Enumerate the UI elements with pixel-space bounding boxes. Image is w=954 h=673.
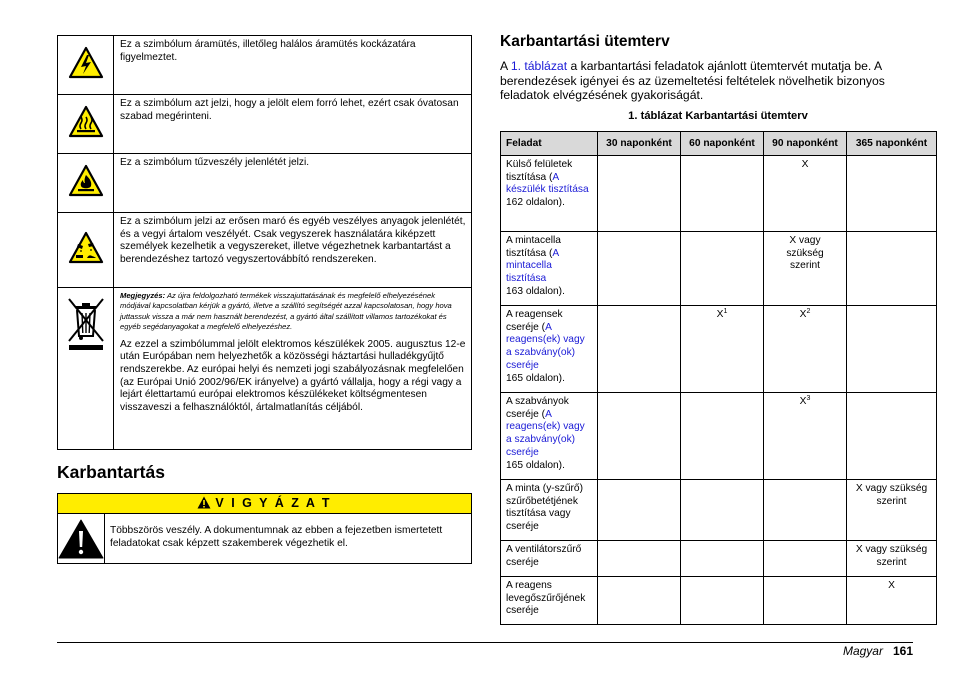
symbol-cell: [58, 154, 114, 213]
interval-60-cell: [681, 541, 764, 577]
symbol-cell: [58, 36, 114, 95]
task-link[interactable]: A készülék tisztítása: [506, 171, 589, 196]
symbol-row: [58, 95, 472, 154]
task-text: Külső felületek tisztítása (: [506, 159, 573, 183]
symbols-table: [57, 35, 472, 450]
interval-365-cell: X vagy szükség szerint: [847, 480, 937, 541]
task-cell: [501, 232, 598, 306]
mark-x: X: [799, 396, 807, 407]
interval-30-cell: [598, 156, 681, 232]
interval-365-cell: [847, 156, 937, 232]
interval-60-cell: [681, 480, 764, 541]
task-cell: A reagens levegőszűrőjének cseréje: [501, 577, 598, 625]
mark-x: X: [799, 309, 807, 320]
symbol-description: Ez a szimbólum azt jelzi, hogy a jelölt elem forró lehet, ezért csak óvatosan szabad megérinteni.: [114, 95, 472, 154]
table-row: [501, 393, 937, 480]
table-1-link[interactable]: 1. táblázat: [510, 59, 568, 73]
table-row: [501, 306, 937, 393]
warning-text: Többszörös veszély. A dokumentumnak az ebben a fejezetben ismertetett feladatokat csak képzett szakemberek végezhetik el.: [110, 525, 443, 549]
symbol-cell: [58, 288, 114, 450]
task-text: A reagensek cseréje (: [506, 309, 563, 333]
task-page-ref: 163 oldalon).: [506, 285, 565, 297]
task-cell: A ventilátorszűrő cseréje: [501, 541, 598, 577]
table-header-row: [501, 132, 937, 156]
warning-small-icon: [197, 496, 211, 509]
symbol-description: Ez a szimbólum áramütés, illetőleg halálos áramütés kockázatára figyelmeztet.: [114, 36, 472, 95]
symbol-cell: [58, 95, 114, 154]
column-header-90: 90 naponként: [764, 132, 847, 156]
interval-30-cell: [598, 393, 681, 480]
symbol-description: Ez a szimbólum tűzveszély jelenlétét jelzi.: [114, 154, 472, 213]
symbol-row: [58, 36, 472, 95]
maintenance-heading: Karbantartás: [57, 462, 165, 482]
hot-surface-icon: [68, 105, 104, 139]
symbol-row: [58, 213, 472, 288]
interval-30-cell: [598, 480, 681, 541]
table-row: [501, 156, 937, 232]
interval-90-cell: X: [764, 156, 847, 232]
interval-90-cell: [764, 393, 847, 480]
schedule-intro: [500, 59, 912, 103]
task-page-ref: 165 oldalon).: [506, 372, 565, 384]
table-row: [501, 577, 937, 625]
weee-text: Az ezzel a szimbólummal jelölt elektromos készülékek 2005. augusztus 12-e után Európában nem helyezhetők a közösségi háztartási hulladékgyűjtő rendszerekbe. Az európai helyi és nemzeti jogi szabályozásnak megfelelően (az Európai Unió 2002/96/EK irányelve) a gyártó vállalja, hogy a régi vagy a lejárt élettartamú európai elektromos készülékeket költségmentesen visszaveszi a felhasználóktól, ártalmatlanítás céljából.: [120, 338, 466, 414]
table-row: [501, 232, 937, 306]
note-text: Az újra feldolgozható termékek visszajuttatásának és megfelelő elhelyezésének módjával kapcsolatban kérjük a gyártó, illetve a szállító segítségét azzal kapcsolatosan, hogy hova juttassuk vissza a már nem használt berendezést, a gyártó által szállított villamos tartozékokat és egyéb segédanyagokat a megfelelő elhelyezéshez.: [120, 291, 452, 332]
footer-divider: [57, 642, 913, 643]
intro-text-end: a karbantartási feladatok ajánlott ütemtervét mutatja be. A berendezések igényei és az üzemeltetési feltételek növelhetik bizonyos feladatok elvégzésének gyakoriságát.: [500, 59, 885, 103]
footnote-ref: 1: [723, 308, 728, 315]
task-page-ref: 162 oldalon).: [506, 197, 565, 209]
task-text: A szabványok cseréje (: [506, 396, 569, 420]
warning-triangle-icon: [58, 519, 104, 559]
maintenance-schedule-table: [500, 131, 937, 625]
interval-60-cell: [681, 232, 764, 306]
interval-365-cell: [847, 306, 937, 393]
interval-90-cell: [764, 577, 847, 625]
task-link[interactable]: A reagens(ek) vagy a szabvány(ok) cseréje: [506, 321, 585, 371]
task-link[interactable]: A mintacella tisztítása: [506, 247, 559, 285]
task-cell: [501, 393, 598, 480]
intro-text-start: A: [500, 59, 511, 73]
task-cell: A minta (y-szűrő) szűrőbetétjének tisztítása vagy cseréje: [501, 480, 598, 541]
column-header-60: 60 naponként: [681, 132, 764, 156]
interval-60-cell: [681, 156, 764, 232]
weee-description: [114, 288, 472, 450]
interval-365-cell: [847, 393, 937, 480]
electric-shock-icon: [68, 46, 104, 80]
task-text: A mintacella tisztítása (: [506, 235, 561, 259]
column-header-30: 30 naponként: [598, 132, 681, 156]
warning-body: [58, 514, 471, 563]
footer-language: Magyar: [842, 644, 883, 658]
task-link[interactable]: A reagens(ek) vagy a szabvány(ok) cseréje: [506, 408, 585, 458]
interval-365-cell: X: [847, 577, 937, 625]
task-cell: [501, 306, 598, 393]
interval-30-cell: [598, 232, 681, 306]
column-header-task: Feladat: [501, 132, 598, 156]
symbol-cell: [58, 213, 114, 288]
interval-90-cell: [764, 541, 847, 577]
interval-30-cell: [598, 577, 681, 625]
interval-60-cell: [681, 306, 764, 393]
table-row: [501, 480, 937, 541]
weee-note: [120, 291, 466, 333]
interval-30-cell: [598, 306, 681, 393]
page-footer: [843, 644, 913, 658]
interval-30-cell: [598, 541, 681, 577]
interval-90-cell: [764, 306, 847, 393]
column-header-365: 365 naponként: [847, 132, 937, 156]
schedule-heading: Karbantartási ütemterv: [500, 33, 670, 50]
fire-hazard-icon: [68, 164, 104, 198]
note-label: Megjegyzés:: [120, 291, 166, 300]
warning-header: [58, 494, 471, 514]
footnote-ref: 3: [806, 395, 811, 402]
crossed-out-bin-icon: [66, 296, 106, 352]
footnote-ref: 2: [806, 308, 811, 315]
symbol-description: Ez a szimbólum jelzi az erősen maró és egyéb veszélyes anyagok jelenlétét, és a vegyi ártalom veszélyét. Csak vegyszerek használatára kiképzett személyek kezelhetik a vegyszereket, illetve végezhetnek karbantartást a berendezéshez tartozó vegyszertovábbító rendszereken.: [114, 213, 472, 288]
table-caption: 1. táblázat Karbantartási ütemterv: [628, 110, 808, 122]
interval-60-cell: [681, 393, 764, 480]
warning-icon-cell: [58, 514, 105, 563]
weee-row: [58, 288, 472, 450]
corrosive-icon: [68, 231, 104, 265]
page-number: 161: [892, 644, 913, 658]
mark-x: X: [716, 309, 724, 320]
warning-label: V I G Y Á Z A T: [215, 496, 332, 510]
warning-box: [57, 493, 472, 564]
interval-90-cell: [764, 480, 847, 541]
interval-60-cell: [681, 577, 764, 625]
interval-365-cell: X vagy szükség szerint: [847, 541, 937, 577]
interval-90-cell: X vagy szükség szerint: [764, 232, 847, 306]
interval-365-cell: [847, 232, 937, 306]
symbol-row: [58, 154, 472, 213]
task-page-ref: 165 oldalon).: [506, 459, 565, 471]
table-row: [501, 541, 937, 577]
task-cell: [501, 156, 598, 232]
